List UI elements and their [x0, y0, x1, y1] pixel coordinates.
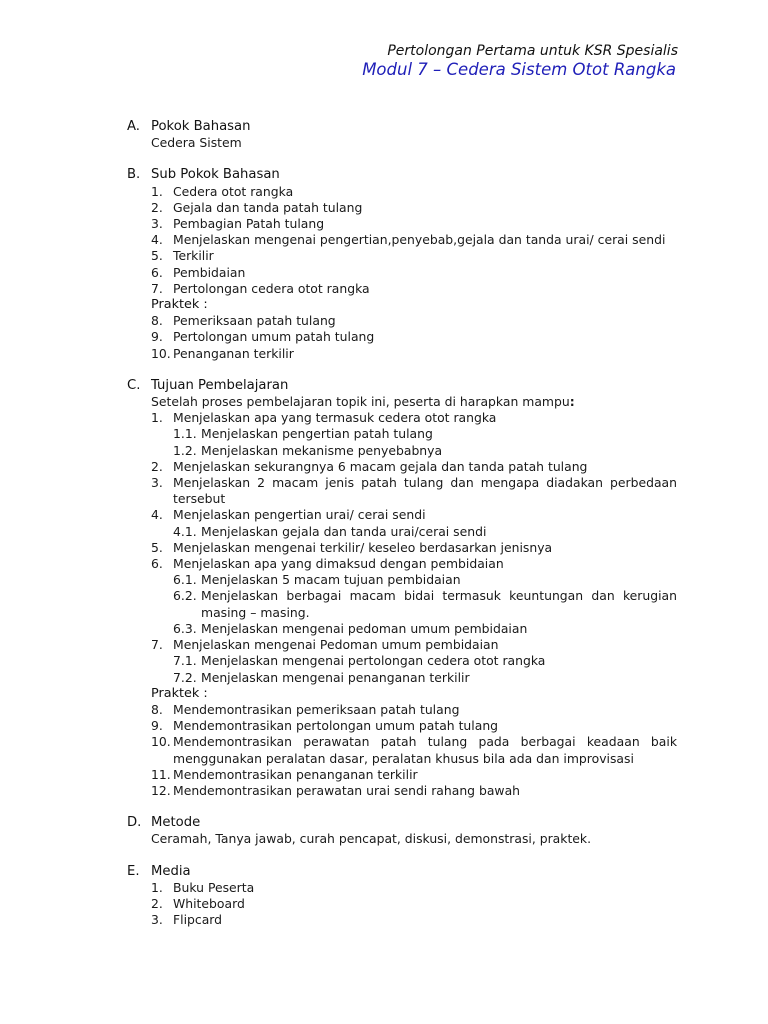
- item-text: Mendemontrasikan pemeriksaan patah tulang: [173, 701, 460, 717]
- item-text: Menjelaskan gejala dan tanda urai/cerai sendi: [201, 523, 487, 539]
- header-subtitle: Pertolongan Pertama untuk KSR Spesialis: [387, 43, 678, 59]
- item-text: Pembidaian: [173, 264, 246, 280]
- item-number: 3.: [151, 912, 163, 928]
- item-text: Mendemontrasikan penanganan terkilir: [173, 766, 418, 782]
- item-text: Terkilir: [173, 248, 214, 264]
- item-number: 6.3.: [173, 620, 197, 636]
- item-text: Menjelaskan mengenai terkilir/ keseleo berdasarkan jenisnya: [173, 539, 553, 555]
- section-tujuan-pembelajaran: [127, 378, 677, 799]
- praktek-label: Praktek :: [151, 297, 208, 313]
- section-media: [127, 864, 677, 929]
- section-title: Pokok Bahasan: [151, 119, 251, 134]
- item-number: 4.1.: [173, 523, 197, 539]
- item-number: 1.: [151, 879, 163, 895]
- list-item: [151, 896, 677, 912]
- item-text: Menjelaskan pengertian urai/ cerai sendi: [173, 507, 426, 523]
- list-item: [151, 880, 677, 896]
- item-number: 7.: [151, 280, 163, 296]
- list-item: [151, 329, 677, 345]
- item-text: Menjelaskan pengertian patah tulang: [201, 426, 433, 442]
- item-text: Whiteboard: [173, 895, 245, 911]
- item-text: Pertolongan cedera otot rangka: [173, 280, 370, 296]
- item-number: 1.: [151, 410, 163, 426]
- item-text: Menjelaskan sekurangnya 6 macam gejala dan tanda patah tulang: [173, 458, 588, 474]
- item-number: 4.: [151, 507, 163, 523]
- list-item: [151, 475, 677, 507]
- section-body: [127, 135, 677, 151]
- item-number: 6.2.: [173, 588, 197, 604]
- list-item: [151, 346, 677, 362]
- item-number: 1.2.: [173, 442, 197, 458]
- item-text: Mendemontrasikan perawatan urai sendi rahang bawah: [173, 782, 521, 798]
- module-title: Modul 7 – Cedera Sistem Otot Rangka: [362, 60, 676, 79]
- section-pokok-bahasan: [127, 119, 677, 151]
- item-number: 4.: [151, 232, 163, 248]
- list-item: [151, 313, 677, 329]
- list-item: [151, 767, 677, 783]
- item-number: 6.: [151, 264, 163, 280]
- item-number: 5.: [151, 539, 163, 555]
- list-item: [151, 912, 677, 928]
- item-text: Flipcard: [173, 912, 223, 928]
- item-number: 11.: [151, 766, 171, 782]
- section-body: [127, 184, 677, 362]
- section-heading: [127, 815, 677, 831]
- list-item: [151, 216, 677, 232]
- item-text: Menjelaskan mengenai penanganan terkilir: [201, 669, 470, 685]
- item-number: 6.1.: [173, 572, 197, 588]
- section-heading: [127, 119, 677, 135]
- section-metode: [127, 815, 677, 847]
- section-letter: C.: [127, 377, 141, 393]
- list-item: [151, 734, 677, 766]
- sub-list-item: [151, 653, 677, 669]
- item-number: 1.: [151, 183, 163, 199]
- list-item: [151, 184, 677, 200]
- item-number: 7.1.: [173, 653, 197, 669]
- item-text: Mendemontrasikan perawatan patah tulang pada berbagai keadaan baik menggunakan peralatan dasar, peralatan khusus bila ada dan improvisasi: [173, 734, 677, 766]
- list-item: [151, 248, 677, 264]
- list-item: [151, 556, 677, 572]
- item-text: Cedera otot rangka: [173, 183, 294, 199]
- item-number: 2.: [151, 458, 163, 474]
- item-number: 7.: [151, 637, 163, 653]
- item-number: 3.: [151, 475, 163, 491]
- item-number: 9.: [151, 718, 163, 734]
- section-intro: Setelah proses pembelajaran topik ini, peserta di harapkan mampu:: [151, 394, 575, 410]
- item-number: 9.: [151, 329, 163, 345]
- section-heading: [127, 378, 677, 394]
- list-item: [151, 265, 677, 281]
- item-number: 2.: [151, 895, 163, 911]
- list-item: [151, 783, 677, 799]
- sub-list-item: [151, 572, 677, 588]
- intro-text: Setelah proses pembelajaran topik ini, peserta di harapkan mampu: [151, 394, 570, 410]
- list-item: [151, 718, 677, 734]
- section-body: [127, 880, 677, 929]
- item-text: Menjelaskan mengenai pengertian,penyebab,gejala dan tanda urai/ cerai sendi: [173, 232, 666, 248]
- section-title: Metode: [151, 815, 201, 831]
- item-text: Menjelaskan mengenai pedoman umum pembidaian: [201, 620, 528, 636]
- item-text: Buku Peserta: [173, 879, 255, 895]
- section-title: Sub Pokok Bahasan: [151, 167, 280, 183]
- item-text: Menjelaskan berbagai macam bidai termasuk keuntungan dan kerugian masing – masing.: [201, 588, 677, 620]
- item-text: Menjelaskan apa yang termasuk cedera otot rangka: [173, 410, 497, 426]
- item-number: 5.: [151, 248, 163, 264]
- list-item: [151, 459, 677, 475]
- item-text: Gejala dan tanda patah tulang: [173, 199, 363, 215]
- item-text: Menjelaskan mekanisme penyebabnya: [201, 442, 443, 458]
- list-item: [151, 637, 677, 653]
- item-text: Menjelaskan 2 macam jenis patah tulang dan mengapa diadakan perbedaan tersebut: [173, 475, 677, 507]
- section-body: [127, 831, 677, 847]
- section-letter: D.: [127, 815, 142, 831]
- item-number: 10.: [151, 345, 171, 361]
- item-text: Menjelaskan mengenai Pedoman umum pembidaian: [173, 637, 499, 653]
- item-number: 6.: [151, 556, 163, 572]
- item-number: 1.1.: [173, 426, 197, 442]
- item-number: 12.: [151, 782, 171, 798]
- section-title: Tujuan Pembelajaran: [151, 377, 289, 393]
- sub-list-item: [151, 426, 677, 442]
- section-letter: A.: [127, 119, 140, 134]
- item-text: Mendemontrasikan pertolongan umum patah tulang: [173, 718, 499, 734]
- list-item: [151, 702, 677, 718]
- list-item: [151, 540, 677, 556]
- item-text: Menjelaskan 5 macam tujuan pembidaian: [201, 572, 461, 588]
- section-title: Media: [151, 863, 191, 879]
- sub-list-item: [151, 524, 677, 540]
- item-text: Pembagian Patah tulang: [173, 216, 325, 232]
- item-number: 3.: [151, 216, 163, 232]
- item-text: Penanganan terkilir: [173, 345, 294, 361]
- praktek-label-text: Praktek: [151, 297, 200, 313]
- section-heading: [127, 167, 677, 183]
- item-number: 8.: [151, 701, 163, 717]
- section-letter: E.: [127, 863, 140, 879]
- item-text: Pemeriksaan patah tulang: [173, 313, 336, 329]
- sub-list-item: [151, 621, 677, 637]
- list-item: [151, 232, 677, 248]
- item-text: Menjelaskan mengenai pertolongan cedera otot rangka: [201, 653, 546, 669]
- list-item: [151, 410, 677, 426]
- item-text: Pertolongan umum patah tulang: [173, 329, 375, 345]
- section-body: [127, 394, 677, 799]
- item-number: 8.: [151, 313, 163, 329]
- section-letter: B.: [127, 167, 141, 183]
- item-number: 2.: [151, 199, 163, 215]
- section-sub-pokok-bahasan: [127, 167, 677, 361]
- praktek-label-text: Praktek: [151, 685, 200, 701]
- list-item: [151, 281, 677, 297]
- section-heading: [127, 864, 677, 880]
- item-number: 7.2.: [173, 669, 197, 685]
- section-text: Cedera Sistem: [151, 135, 242, 151]
- list-item: [151, 200, 677, 216]
- sub-list-item: [151, 670, 677, 686]
- praktek-label: Praktek :: [151, 685, 208, 701]
- section-text: Ceramah, Tanya jawab, curah pencapat, diskusi, demonstrasi, praktek.: [151, 831, 592, 847]
- item-number: 10.: [151, 734, 171, 750]
- sub-list-item: [151, 588, 677, 620]
- list-item: [151, 507, 677, 523]
- document-content: [127, 119, 677, 944]
- item-text: Menjelaskan apa yang dimaksud dengan pembidaian: [173, 556, 504, 572]
- sub-list-item: [151, 443, 677, 459]
